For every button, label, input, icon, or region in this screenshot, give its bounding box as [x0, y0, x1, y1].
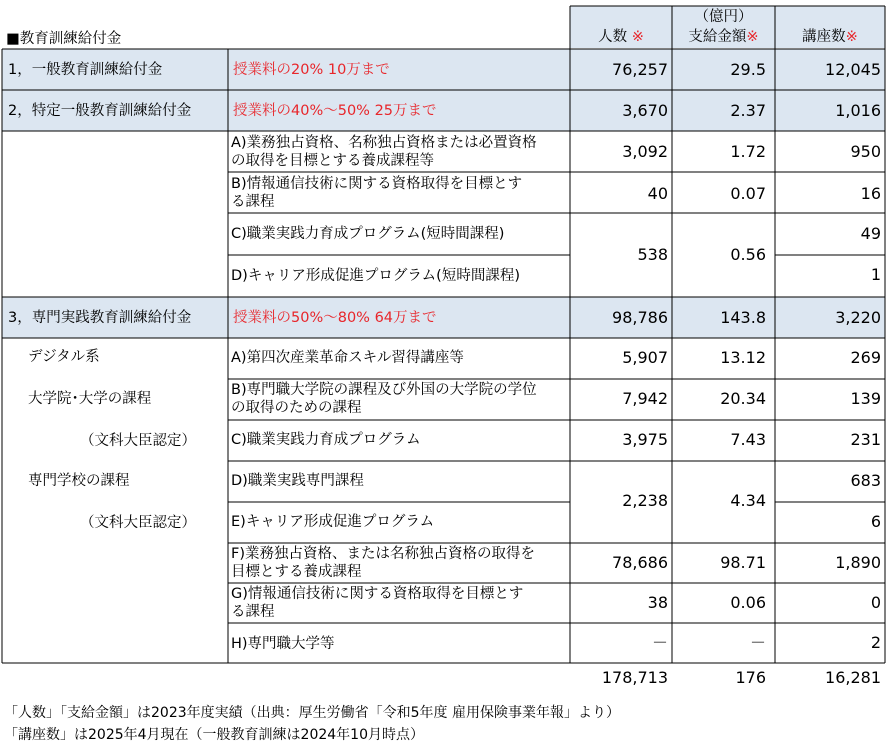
row3f-kingaku: 98.71 — [720, 553, 766, 572]
row3a-ninzu: 5,907 — [622, 348, 668, 367]
total-kingaku: 176 — [735, 668, 766, 687]
row2-label: 2，特定一般教育訓練給付金 — [8, 103, 192, 119]
row3de-ninzu: 2,238 — [622, 491, 668, 510]
header-koza-mark: ※ — [845, 29, 858, 45]
row3c-ninzu: 3,975 — [622, 430, 668, 449]
row3g-line1: G)情報通信技術に関する資格取得を目標とす — [231, 586, 524, 602]
row2b-kingaku: 0.07 — [730, 184, 766, 203]
row3f-koza: 1,890 — [835, 553, 881, 572]
row3g-line2: る課程 — [231, 604, 275, 620]
row1-koza: 12,045 — [825, 60, 881, 79]
row2-koza: 1,016 — [835, 101, 881, 120]
row2a-koza: 950 — [850, 142, 881, 161]
row3-kingaku: 143.8 — [720, 308, 766, 327]
row3a-kingaku: 13.12 — [720, 348, 766, 367]
header-kingaku-mark: ※ — [746, 29, 759, 45]
header-koza-label: 講座数 — [802, 29, 846, 45]
row3a-koza: 269 — [850, 348, 881, 367]
row3h-line1: H)専門職大学等 — [231, 636, 335, 652]
row1-kingaku: 29.5 — [730, 60, 766, 79]
category-monka-2: （文科大臣認定） — [80, 515, 196, 531]
row3e-line1: E)キャリア形成促進プログラム — [231, 514, 435, 530]
row3h-kingaku: － — [749, 633, 766, 652]
row3d-koza: 683 — [850, 471, 881, 490]
header-ninzu-label: 人数 — [598, 29, 628, 45]
row2c-koza: 49 — [860, 224, 881, 243]
row3d-line1: D)職業実践専門課程 — [231, 473, 364, 489]
total-koza: 16,281 — [825, 668, 881, 687]
row3-rate: 授業料の50%～80% 64万まで — [233, 310, 437, 326]
row3c-line1: C)職業実践力育成プログラム — [231, 432, 421, 448]
row3b-koza: 139 — [850, 389, 881, 408]
row3-label: 3，専門実践教育訓練給付金 — [8, 310, 192, 326]
category-daigaku: 大学院･大学の課程 — [28, 391, 152, 407]
category-digital: デジタル系 — [28, 349, 100, 365]
row2b-ninzu: 40 — [647, 184, 668, 203]
row3g-kingaku: 0.06 — [730, 593, 766, 612]
row2d-line1: D)キャリア形成促進プログラム(短時間課程) — [231, 268, 520, 284]
row2a-kingaku: 1.72 — [730, 142, 766, 161]
footnote-2: 「講座数」は2025年4月現在（一般教育訓練は2024年10月時点） — [4, 727, 424, 743]
row3h-ninzu: － — [651, 633, 668, 652]
table-title: ■教育訓練給付金 — [6, 31, 122, 47]
header-ninzu — [570, 28, 672, 46]
row3g-koza: 0 — [870, 593, 881, 612]
row2cd-kingaku: 0.56 — [730, 245, 766, 264]
row3f-line1: F)業務独占資格、または名称独占資格の取得を — [231, 546, 535, 562]
row3f-ninzu: 78,686 — [612, 553, 668, 572]
row2b-koza: 16 — [860, 184, 881, 203]
row2-ninzu: 3,670 — [622, 101, 668, 120]
header-ninzu-mark: ※ — [631, 29, 644, 45]
row2a-line2: の取得を目標とする養成課程等 — [231, 153, 434, 169]
row3b-line2: の取得のための課程 — [231, 400, 362, 416]
row3c-kingaku: 7.43 — [730, 430, 766, 449]
header-unit: （億円） — [694, 9, 753, 25]
row3-ninzu: 98,786 — [612, 308, 668, 327]
row3-koza: 3,220 — [835, 308, 881, 327]
row3c-koza: 231 — [850, 430, 881, 449]
row2-rate: 授業料の40%～50% 25万まで — [233, 103, 437, 119]
row3e-koza: 6 — [870, 512, 881, 531]
row2a-ninzu: 3,092 — [622, 142, 668, 161]
row3b-kingaku: 20.34 — [720, 389, 766, 408]
row3h-koza: 2 — [870, 633, 881, 652]
row2a-line1: A)業務独占資格、名称独占資格または必置資格 — [231, 135, 537, 151]
footnote-1: 「人数」「支給金額」は2023年度実績（出典：厚生労働省「令和5年度 雇用保険事業年報」より） — [4, 705, 620, 721]
row2b-line2: る課程 — [231, 194, 275, 210]
row2c-line1: C)職業実践力育成プログラム(短時間課程) — [231, 226, 505, 242]
row1-label: 1，一般教育訓練給付金 — [8, 62, 163, 78]
row3b-line1: B)専門職大学院の課程及び外国の大学院の学位 — [231, 382, 537, 398]
row2d-koza: 1 — [870, 265, 881, 284]
row2b-line1: B)情報通信技術に関する資格取得を目標とす — [231, 176, 523, 192]
category-senmon: 専門学校の課程 — [28, 473, 130, 489]
row3b-ninzu: 7,942 — [622, 389, 668, 408]
row2-kingaku: 2.37 — [730, 101, 766, 120]
category-monka-1: （文科大臣認定） — [80, 433, 196, 449]
header-kingaku — [672, 28, 775, 46]
row1-rate: 授業料の20% 10万まで — [233, 62, 390, 78]
row3g-ninzu: 38 — [647, 593, 668, 612]
total-ninzu: 178,713 — [601, 668, 668, 687]
header-kingaku-label: 支給金額 — [688, 29, 747, 45]
row1-ninzu: 76,257 — [612, 60, 668, 79]
row3de-kingaku: 4.34 — [730, 491, 766, 510]
row2cd-ninzu: 538 — [637, 245, 668, 264]
header-koza — [775, 28, 885, 46]
row3a-line1: A)第四次産業革命スキル習得講座等 — [231, 350, 464, 366]
row3f-line2: 目標とする養成課程 — [231, 564, 362, 580]
